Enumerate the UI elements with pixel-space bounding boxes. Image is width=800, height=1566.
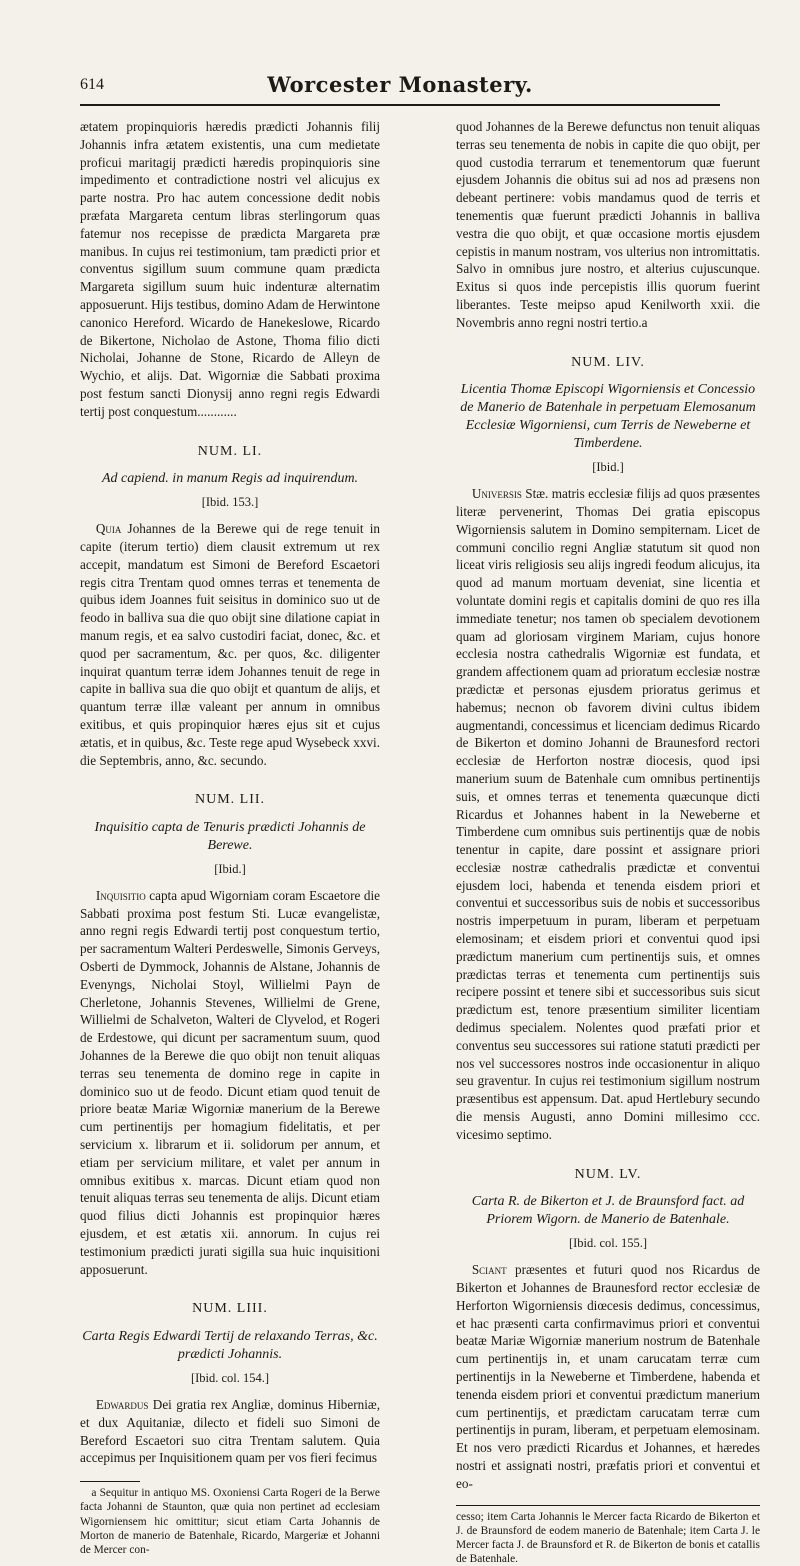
- section-number-53: NUM. LIII.: [192, 1301, 268, 1317]
- footnote-continuation-block: [456, 1505, 760, 1566]
- running-header: [80, 70, 720, 106]
- section-body-53: [80, 1396, 380, 1467]
- left-column: [80, 118, 380, 1557]
- section-title-51: Ad capiend. in manum Regis ad inquirendum.: [101, 471, 359, 487]
- footnote: a Sequitur in antiquo MS. Oxoniensi Carta Rogeri de la Berwe facta Johanni de Staunton, quæ quia non pertinet ad ecclesiam Wigorniensem hic omittitur; sicut etiam Carta Johannis de Morton de manerio de Batenhale, Ricardo, Margeriæ et Johanni de Mercer con-: [80, 1487, 380, 1557]
- section-reference-53: [Ibid. col. 154.]: [190, 1371, 270, 1386]
- section-number-55: NUM. LV.: [574, 1166, 642, 1182]
- initial-word: Universis: [471, 486, 522, 502]
- initial-word: Quia: [95, 521, 122, 537]
- body-text: Johannes de la Berewe qui de rege tenuit in capite (iterum tertio) diem clausit extremum ut rex accepit, mandatum est Simoni de Bereford Escaetori regis citra Trentam quod omnes terras et tenementa de quibus idem Joannes fuit seisitus in dominico suo ut de feodo in balliva sua die quo obijt sine dilatione capiat in manum regis, et ea salvo custodiri faciat, donec, &c. et quod per sacramentum, &c. per quos, &c. diligenter inquirat quantum terræ idem Johannes tenuit de rege in capite in balliva sua die quo obijt et quantum de alijs, et quantum terræ illæ valeant per annum in omnibus exitibus, et quis propinquior hæres ejus sit et cujus ætatis, et in quibus, &c. Teste rege apud Wysebeck xxvi. die Septembris, anno, &c. secundo.: [80, 521, 380, 768]
- section-number-54: NUM. LIV.: [571, 354, 645, 370]
- section-body-51: [80, 520, 380, 769]
- footnote-continuation: cesso; item Carta Johannis le Mercer facta Ricardo de Bikerton et J. de Braunsford de eodem manerio de Batenhale; item Carta J. le Mercer facta J. de Braunsford et R. de Bikerton de bonis et catallis de Batenhale.: [456, 1510, 760, 1566]
- right-column: [456, 118, 760, 1566]
- section-body-55: [456, 1261, 760, 1492]
- running-title: Worcester Monastery.: [267, 72, 533, 97]
- body-text: præsentes et futuri quod nos Ricardus de Bikerton et Johannes de Braunesford rector ecclesiæ de Herforton Wigorniensis diœcesis dedimus, concessimus, et hac præsenti carta confirmavimus priori et conventui beatæ Mariæ Wigorniæ manerium nostrum de Batenhale cum pertinentijs in, et unam carucatam terræ cum pertinentijs in la Neweberne et Timberdene, habenda et tenenda eisdem priori et conventui prædictum manerium cum pertinentijs, et prædictam carucatam terræ cum pertinentijs in puram, liberam, et perpetuam elemosinam. Et nos vero prædicti Ricardus et Johannes, et hæredes nostri et assignati nostri, præfatis priori et conventui et eo-: [456, 1262, 760, 1491]
- section-reference-55: [Ibid. col. 155.]: [568, 1236, 648, 1251]
- section-body-54: [456, 485, 760, 1143]
- section-reference-52: [Ibid.]: [214, 862, 246, 877]
- section-title-53: Carta Regis Edwardi Tertij de relaxando Terras, &c. prædicti Johannis.: [82, 1329, 378, 1363]
- page-number: 614: [80, 76, 104, 93]
- section-number-52: NUM. LII.: [194, 792, 266, 808]
- body-text: Dei gratia rex Angliæ, dominus Hiberniæ, et dux Aquitaniæ, dilecto et fideli suo Simoni de Bereford Escaetori suo citra Trentam salutem. Quia accepimus per Inquisitionem quam per vos fieri fecimus: [80, 1397, 380, 1466]
- initial-word: Sciant: [471, 1262, 507, 1278]
- continued-paragraph: quod Johannes de la Berewe defunctus non tenuit aliquas terras seu tenementa de nobis in capite die quo obijt, per quod custodia terrarum et tenementorum quæ fuerunt ejusdem Johannis die obitus sui ad nos ad præsens non debeant pertinere: vobis mandamus quod de terris et tenementis quæ fuerunt prædicti Johannis in balliva vestra die quo obijt, et quæ occasione mortis ejusdem cepistis in manum nostram, vos ulterius non intromittatis. Salvo in omnibus jure nostro, et alterius cujuscunque. Exitus si quos inde percepistis illis quorum fuerint liberantes. Teste meipso apud Kenilworth xxii. die Novembris anno regni nostri tertio.a: [456, 119, 760, 330]
- section-body-52: [80, 887, 380, 1279]
- section-number-51: NUM. LI.: [197, 443, 263, 459]
- section-title-55: Carta R. de Bikerton et J. de Braunsford fact. ad Priorem Wigorn. de Manerio de Batenhale.: [471, 1194, 745, 1228]
- continued-paragraph: ætatem propinquioris hæredis prædicti Johannis filij Johannis infra ætatem existentis, una cum medietate proficui maritagij prædicti hæredis propinquioris sine impedimento et contradictione nostri vel alicujus ex parte nostra. Pro hac autem concessione dedit nobis præfata Margareta centum libras sterlingorum quas fatemur nos recepisse de prædicta Margareta præ manibus. In cujus rei testimonium, tam prædicti prior et conventus sigillum suum commune quam prædicta Margareta sigillum suum huic indenturæ alternatim apposuerunt. Hijs testibus, domino Adam de Herwintone canonico Hereford. Wicardo de Hanekeslowe, Ricardo de Bikertone, Nicholao de Astone, Thoma filio dicti Nicholai, Johanne de Stone, Ricardo de Alleyn de Wychio, et alijs. Dat. Wigorniæ die Sabbati proxima post festum sancti Dionysij anno regni regis Edwardi tertij post conquestum............: [80, 119, 380, 419]
- initial-word: Inquisitio: [95, 887, 146, 903]
- body-text: capta apud Wigorniam coram Escaetore die Sabbati proxima post festum Sti. Lucæ evangelistæ, anno regni regis Edwardi tertij post conquestum tertio, per sacramentum Walteri Perdeswelle, Simonis Gerveys, Osberti de Dymmock, Johannis de Alstane, Johannis de Evenyngs, Nicholai Stoyl, Willielmi Payn de Cherletone, Johannis Stevenes, Willielmi de Grene, Willielmi de Schalveton, Walteri de Clyvelod, et Rogeri de Erdestowe, qui dicunt per sacramentum suum, quod Johannes de la Berewe die quo obijt non tenuit aliquas terras seu tenementa de domino rege in capite in dominico suo ut de feodo. Dicunt etiam quod tenuit de priore beatæ Mariæ Wigorniæ manerium de la Berewe cum pertinentijs per homagium fidelitatis, et per servicium x. librarum et ii. solidorum per annum, et etiam per servicium militare, et valet per annum in omnibus exitibus x. marcas. Dicunt etiam quod non tenuit aliquas terras seu tenementa de alijs. Dicunt etiam quod filius dicti Johannis est propinquior hæres ejusdem, et est ætatis xii. annorum. In cujus rei testimonium prædicti jurati sigilla sua huic inquisitioni apposuerunt.: [80, 887, 380, 1277]
- section-title-54: Licentia Thomæ Episcopi Wigorniensis et Concessio de Manerio de Batenhale in perpetuam Elemosanum Ecclesiæ Wigorniensi, cum Terris de Neweberne et Timberdene.: [460, 382, 756, 452]
- section-reference-54: [Ibid.]: [592, 460, 624, 475]
- section-title-52: Inquisitio capta de Tenuris prædicti Johannis de Berewe.: [94, 820, 366, 854]
- section-reference-51: [Ibid. 153.]: [201, 495, 259, 510]
- body-text: Stæ. matris ecclesiæ filijs ad quos præsentes literæ pervenerint, Thomas Dei gratia episcopus Wigorniensis salutem in Domino sempiternam. Licet de communi concilio regni Angliæ statutum sit quod non liceat viris religiosis seu alijs ingredi feodum alicujus, ita quod ad manum mortuam deveniat, sine licentia et voluntate domini regis et capitalis domini de quo res illa immediate tenetur; nos tamen ob specialem devotionem quam ad gloriosam virginem Mariam, cujus honore ecclesia nostra cathedralis Wigorniæ est fundata, et grandem affectionem quam ad prioratum ecclesiæ nostræ prædictæ et personas ejusdem prioratus gerimus et habemus; necnon ob favorem divini cultus ibidem augmentandi, concessimus et licenciam dedimus Ricardo de Bikerton et domino Johanni de Braunesford rectori ecclesiæ de Herforton nostræ diocesis, quod ipsi manerium suum de Batenhale cum omnibus pertinentijs suis, et omnes terras et tenementa quæcunque dicti Ricardus et Johannes habent in la Neweberne et Timberdene cum omnibus suis pertinentijs quæ de nobis tenentur in capite, dare possint et assignare priori ecclesiæ nostræ cathedralis prædictæ et conventui ejusdem loci, habenda et tenenda eisdem priori et conventui et successoribus suis de nobis et successoribus nostris imperpetuum in puram, liberam et perpetuam elemosinam; et eisdem priori et conventui quod ipsi prædictum manerium cum pertinentijs suis, et omnes prædictas terras et tenementa cum pertinentijs suis recipere possint et tenere sibi et successoribus suis sicut prædictum est, tenore præsentium similiter licentiam dedimus specialem. Nolentes quod præfati prior et conventus seu successores sui ratione statuti prædicti per nos vel successores nostros inde occasionentur in aliquo seu graventur. In cujus rei testimonium sigillum nostrum præsentibus est appensum. Dat. apud Hertlebury secundo die mensis Augusti, anno Domini millesimo ccc. vicesimo septimo.: [456, 486, 760, 1142]
- initial-word: Edwardus: [95, 1397, 149, 1413]
- footnote-rule: [80, 1481, 140, 1482]
